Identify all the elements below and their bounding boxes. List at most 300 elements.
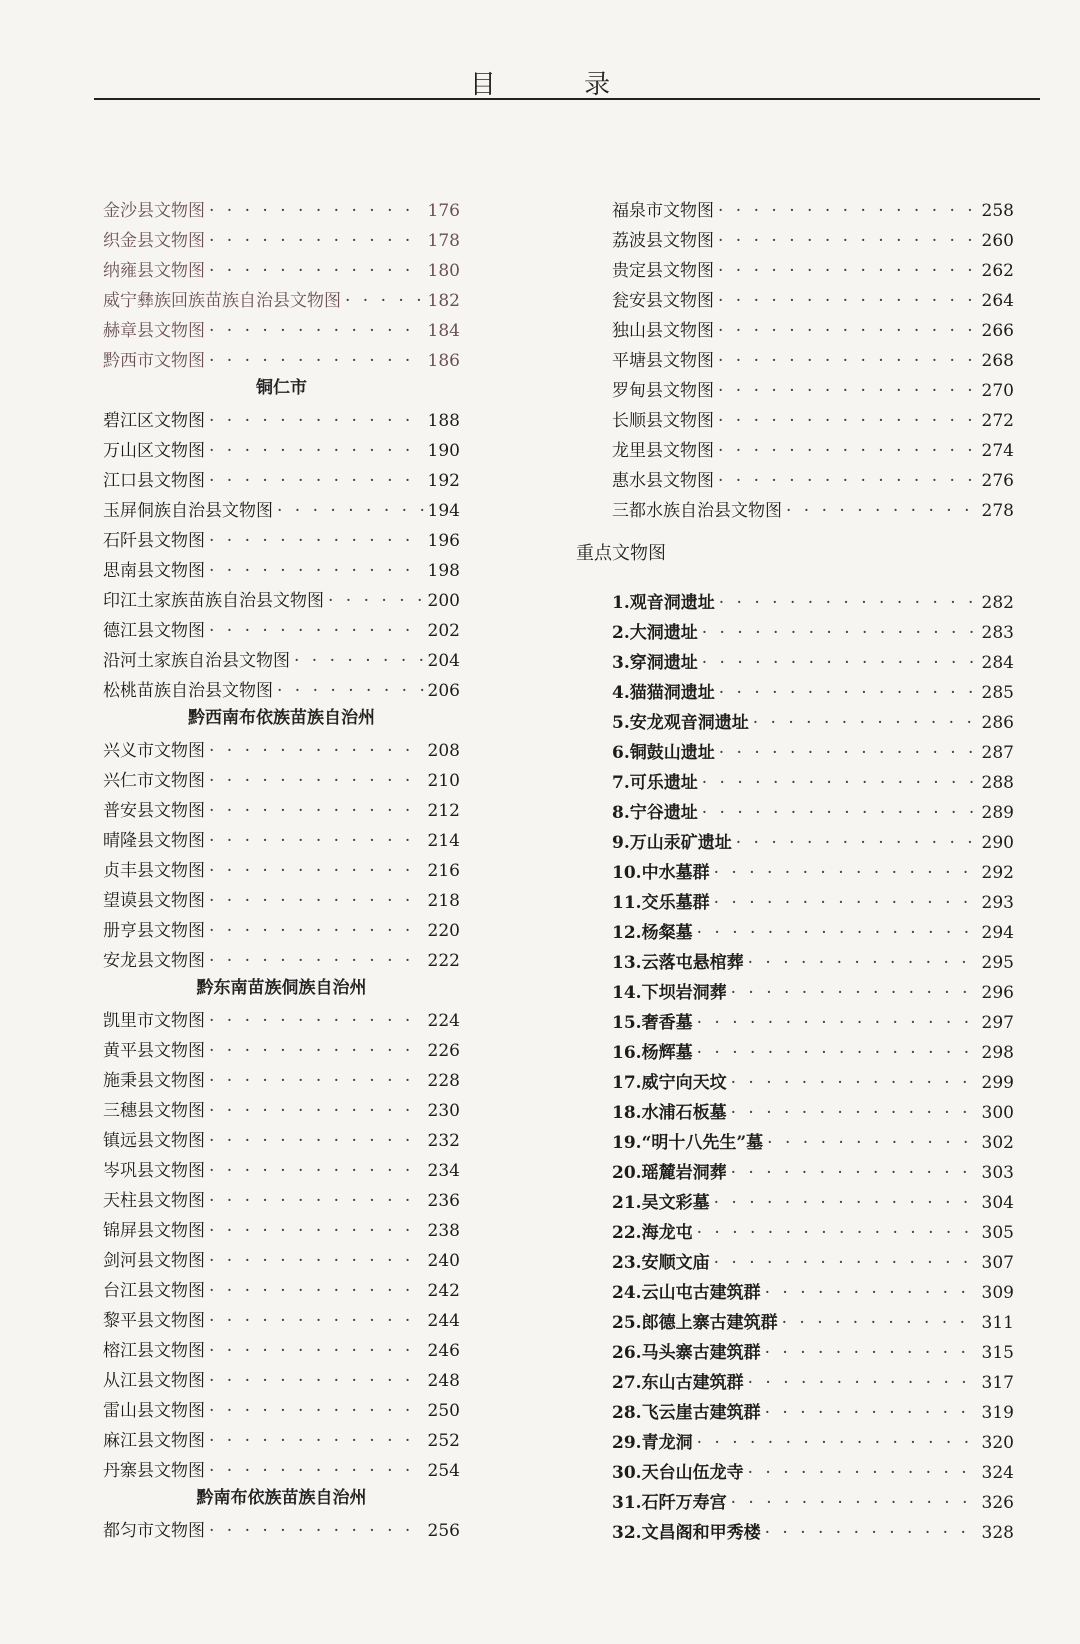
toc-entry-page: 218 [427, 891, 460, 911]
toc-entry-page: 196 [427, 531, 460, 551]
spacer [612, 526, 1014, 542]
dot-leader [748, 1373, 978, 1393]
toc-entry-page: 285 [981, 683, 1014, 703]
toc-entry-page: 309 [981, 1283, 1014, 1303]
toc-entry[interactable] [612, 376, 1014, 406]
toc-entry-title: 贵定县文物图 [612, 261, 714, 281]
toc-entry-page: 180 [427, 261, 460, 281]
toc-entry[interactable] [612, 1458, 1014, 1488]
toc-entry-page: 270 [981, 381, 1014, 401]
toc-entry[interactable] [612, 1248, 1014, 1278]
toc-entry[interactable] [612, 1158, 1014, 1188]
toc-entry[interactable] [612, 828, 1014, 858]
dot-leader [209, 1011, 424, 1031]
toc-entry-title: 赫章县文物图 [103, 321, 205, 341]
dot-leader [753, 713, 978, 733]
toc-entry-page: 317 [981, 1373, 1014, 1393]
toc-entry-title: 黔西市文物图 [103, 351, 205, 371]
toc-entry[interactable] [103, 796, 460, 826]
toc-entry-title: 长顺县文物图 [612, 411, 714, 431]
toc-entry[interactable] [103, 1426, 460, 1456]
toc-entry-page: 320 [981, 1433, 1014, 1453]
dot-leader [209, 741, 424, 761]
toc-entry[interactable] [612, 708, 1014, 738]
dot-leader [209, 1041, 424, 1061]
toc-entry[interactable] [103, 1066, 460, 1096]
toc-entry[interactable] [612, 1038, 1014, 1068]
toc-entry-page: 283 [981, 623, 1014, 643]
toc-entry-title: 17.威宁向天坟 [612, 1073, 727, 1093]
toc-entry-page: 319 [981, 1403, 1014, 1423]
toc-entry-title: 18.水浦石板墓 [612, 1103, 727, 1123]
toc-entry-title: 纳雍县文物图 [103, 261, 205, 281]
dot-leader [209, 621, 424, 641]
toc-entry[interactable] [612, 948, 1014, 978]
toc-entry-page: 272 [981, 411, 1014, 431]
toc-entry-title: 兴义市文物图 [103, 741, 205, 761]
dot-leader [697, 1043, 978, 1063]
dot-leader [702, 653, 978, 673]
toc-entry[interactable] [103, 616, 460, 646]
toc-entry-page: 286 [981, 713, 1014, 733]
dot-leader [731, 983, 978, 1003]
dot-leader [209, 1521, 424, 1541]
dot-leader [719, 593, 978, 613]
dot-leader [209, 831, 424, 851]
toc-entry-title: 龙里县文物图 [612, 441, 714, 461]
toc-entry-title: 28.飞云崖古建筑群 [612, 1403, 761, 1423]
toc-entry-page: 305 [981, 1223, 1014, 1243]
toc-entry[interactable] [103, 1516, 460, 1546]
dot-leader [718, 381, 978, 401]
toc-entry-page: 192 [427, 471, 460, 491]
toc-entry-page: 226 [427, 1041, 460, 1061]
toc-entry-title: 施秉县文物图 [103, 1071, 205, 1091]
toc-entry-title: 12.杨粲墓 [612, 923, 693, 943]
toc-entry[interactable] [103, 1216, 460, 1246]
toc-entry[interactable] [103, 1186, 460, 1216]
toc-entry[interactable] [103, 946, 460, 976]
dot-leader [718, 351, 978, 371]
toc-entry-title: 20.瑶麓岩洞葬 [612, 1163, 727, 1183]
toc-entry-page: 276 [981, 471, 1014, 491]
toc-entry-title: 丹寨县文物图 [103, 1461, 205, 1481]
dot-leader [782, 1313, 978, 1333]
toc-entry-page: 282 [981, 593, 1014, 613]
toc-entry[interactable] [612, 316, 1014, 346]
toc-entry-title: 天柱县文物图 [103, 1191, 205, 1211]
toc-entry[interactable] [612, 1068, 1014, 1098]
toc-entry[interactable] [103, 346, 460, 376]
toc-entry[interactable] [612, 1338, 1014, 1368]
toc-entry[interactable] [103, 766, 460, 796]
toc-entry-page: 303 [981, 1163, 1014, 1183]
toc-entry-title: 晴隆县文物图 [103, 831, 205, 851]
toc-entry-page: 220 [427, 921, 460, 941]
toc-entry-title: 29.青龙洞 [612, 1433, 693, 1453]
toc-entry-page: 292 [981, 863, 1014, 883]
toc-region-heading: 黔南布依族苗族自治州 [196, 1488, 367, 1508]
toc-entry[interactable] [103, 1336, 460, 1366]
dot-leader [714, 1193, 978, 1213]
toc-entry-title: 13.云落屯悬棺葬 [612, 953, 744, 973]
toc-entry-page: 302 [981, 1133, 1014, 1153]
toc-entry-title: 兴仁市文物图 [103, 771, 205, 791]
toc-entry[interactable] [103, 466, 460, 496]
toc-entry-page: 250 [427, 1401, 460, 1421]
toc-entry-title: 25.郎德上寨古建筑群 [612, 1313, 778, 1333]
toc-entry-page: 228 [427, 1071, 460, 1091]
toc-entry-title: 贞丰县文物图 [103, 861, 205, 881]
dot-leader [697, 1013, 978, 1033]
toc-entry-page: 264 [981, 291, 1014, 311]
dot-leader [209, 321, 424, 341]
dot-leader [209, 801, 424, 821]
toc-entry-title: 印江土家族苗族自治县文物图 [103, 591, 324, 611]
dot-leader [277, 501, 424, 521]
toc-entry-title: 16.杨辉墓 [612, 1043, 693, 1063]
toc-entry[interactable] [103, 1006, 460, 1036]
toc-entry-title: 安龙县文物图 [103, 951, 205, 971]
dot-leader [697, 1223, 978, 1243]
toc-entry-title: 三都水族自治县文物图 [612, 501, 782, 521]
dot-leader [765, 1343, 978, 1363]
dot-leader [765, 1283, 978, 1303]
toc-entry[interactable] [103, 1156, 460, 1186]
toc-entry-title: 惠水县文物图 [612, 471, 714, 491]
dot-leader [209, 1161, 424, 1181]
dot-leader [209, 951, 424, 971]
toc-entry-title: 松桃苗族自治县文物图 [103, 681, 273, 701]
toc-entry-title: 19.“明十八先生”墓 [612, 1133, 764, 1153]
toc-entry[interactable] [612, 858, 1014, 888]
toc-entry-title: 10.中水墓群 [612, 863, 710, 883]
toc-entry-title: 30.天台山伍龙寺 [612, 1463, 744, 1483]
toc-entry[interactable] [612, 798, 1014, 828]
toc-entry-title: 锦屏县文物图 [103, 1221, 205, 1241]
toc-entry[interactable] [103, 676, 460, 706]
toc-entry-page: 246 [427, 1341, 460, 1361]
dot-leader [714, 1253, 978, 1273]
toc-entry-page: 194 [427, 501, 460, 521]
toc-entry[interactable] [103, 1096, 460, 1126]
dot-leader [767, 1133, 977, 1153]
toc-left-column [103, 196, 460, 1546]
toc-entry-page: 198 [427, 561, 460, 581]
dot-leader [209, 1191, 424, 1211]
toc-entry[interactable] [103, 886, 460, 916]
toc-entry-title: 威宁彝族回族苗族自治县文物图 [103, 291, 341, 311]
toc-entry-page: 266 [981, 321, 1014, 341]
toc-entry[interactable] [612, 286, 1014, 316]
toc-entry[interactable] [103, 226, 460, 256]
toc-entry[interactable] [103, 1246, 460, 1276]
toc-entry-page: 210 [427, 771, 460, 791]
dot-leader [697, 923, 978, 943]
toc-entry-title: 思南县文物图 [103, 561, 205, 581]
toc-entry[interactable] [103, 736, 460, 766]
toc-entry-title: 碧江区文物图 [103, 411, 205, 431]
dot-leader [209, 1071, 424, 1091]
toc-entry[interactable] [612, 1368, 1014, 1398]
toc-entry[interactable] [612, 588, 1014, 618]
toc-entry-page: 295 [981, 953, 1014, 973]
toc-entry-page: 208 [427, 741, 460, 761]
toc-section-heading: 重点文物图 [576, 543, 666, 564]
toc-entry-page: 289 [981, 803, 1014, 823]
toc-entry-page: 242 [427, 1281, 460, 1301]
header-rule [94, 98, 1040, 100]
toc-entry-title: 21.吴文彩墓 [612, 1193, 710, 1213]
toc-entry[interactable] [103, 916, 460, 946]
dot-leader [209, 1221, 424, 1241]
dot-leader [209, 351, 424, 371]
toc-entry-title: 24.云山屯古建筑群 [612, 1283, 761, 1303]
dot-leader [731, 1163, 978, 1183]
dot-leader [786, 501, 978, 521]
toc-right-column [576, 196, 1014, 1548]
toc-entry-page: 222 [427, 951, 460, 971]
toc-entry-page: 258 [981, 201, 1014, 221]
toc-entry[interactable] [103, 1276, 460, 1306]
toc-entry-title: 黄平县文物图 [103, 1041, 205, 1061]
toc-entry-title: 31.石阡万寿宫 [612, 1493, 727, 1513]
toc-entry[interactable] [103, 586, 460, 616]
dot-leader [209, 1461, 424, 1481]
toc-entry-page: 326 [981, 1493, 1014, 1513]
toc-entry-page: 182 [427, 291, 460, 311]
toc-entry-page: 256 [427, 1521, 460, 1541]
toc-entry[interactable] [103, 1126, 460, 1156]
toc-entry-title: 石阡县文物图 [103, 531, 205, 551]
toc-entry[interactable] [103, 646, 460, 676]
toc-entry-title: 荔波县文物图 [612, 231, 714, 251]
toc-entry-title: 玉屏侗族自治县文物图 [103, 501, 273, 521]
toc-entry[interactable] [612, 678, 1014, 708]
toc-entry-title: 黎平县文物图 [103, 1311, 205, 1331]
toc-entry-title: 镇远县文物图 [103, 1131, 205, 1151]
toc-entry-title: 三穗县文物图 [103, 1101, 205, 1121]
dot-leader [697, 1433, 978, 1453]
dot-leader [209, 1101, 424, 1121]
toc-entry-page: 178 [427, 231, 460, 251]
toc-entry-page: 206 [427, 681, 460, 701]
toc-entry-title: 罗甸县文物图 [612, 381, 714, 401]
toc-entry-page: 224 [427, 1011, 460, 1031]
toc-entry-title: 都匀市文物图 [103, 1521, 205, 1541]
toc-entry-title: 8.宁谷遗址 [612, 803, 698, 823]
dot-leader [209, 411, 424, 431]
toc-entry[interactable] [612, 738, 1014, 768]
toc-entry-title: 6.铜鼓山遗址 [612, 743, 715, 763]
dot-leader [209, 1281, 424, 1301]
toc-entry-title: 7.可乐遗址 [612, 773, 698, 793]
dot-leader [731, 1103, 978, 1123]
toc-entry-page: 238 [427, 1221, 460, 1241]
toc-entry[interactable] [612, 1128, 1014, 1158]
dot-leader [748, 1463, 978, 1483]
toc-entry-title: 9.万山汞矿遗址 [612, 833, 732, 853]
toc-entry-title: 德江县文物图 [103, 621, 205, 641]
toc-entry-title: 册亨县文物图 [103, 921, 205, 941]
toc-entry-page: 184 [427, 321, 460, 341]
toc-entry-title: 3.穿洞遗址 [612, 653, 698, 673]
dot-leader [718, 201, 978, 221]
toc-entry[interactable] [103, 406, 460, 436]
toc-entry-page: 202 [427, 621, 460, 641]
toc-entry[interactable] [612, 918, 1014, 948]
toc-entry-page: 290 [981, 833, 1014, 853]
dot-leader [209, 1311, 424, 1331]
toc-entry[interactable] [103, 196, 460, 226]
toc-entry[interactable] [612, 436, 1014, 466]
toc-entry-title: 沿河土家族自治县文物图 [103, 651, 290, 671]
toc-entry[interactable] [612, 1428, 1014, 1458]
toc-entry[interactable] [612, 618, 1014, 648]
toc-entry[interactable] [103, 856, 460, 886]
toc-entry[interactable] [612, 978, 1014, 1008]
toc-entry-page: 328 [981, 1523, 1014, 1543]
dot-leader [718, 291, 978, 311]
toc-region-heading: 黔东南苗族侗族自治州 [196, 978, 367, 998]
dot-leader [277, 681, 424, 701]
dot-leader [702, 773, 978, 793]
toc-entry[interactable] [103, 496, 460, 526]
toc-entry[interactable] [612, 466, 1014, 496]
toc-entry-title: 福泉市文物图 [612, 201, 714, 221]
dot-leader [209, 441, 424, 461]
toc-entry[interactable] [612, 346, 1014, 376]
toc-entry[interactable] [103, 436, 460, 466]
toc-entry-title: 从江县文物图 [103, 1371, 205, 1391]
toc-entry[interactable] [612, 1278, 1014, 1308]
toc-entry-page: 244 [427, 1311, 460, 1331]
toc-entry[interactable] [103, 526, 460, 556]
toc-entry[interactable] [103, 1036, 460, 1066]
toc-entry[interactable] [612, 496, 1014, 526]
toc-entry-title: 台江县文物图 [103, 1281, 205, 1301]
dot-leader [718, 441, 978, 461]
toc-entry-page: 262 [981, 261, 1014, 281]
dot-leader [209, 261, 424, 281]
spacer [612, 572, 1014, 588]
toc-entry-title: 26.马头寨古建筑群 [612, 1343, 761, 1363]
toc-entry-title: 11.交乐墓群 [612, 893, 710, 913]
toc-entry[interactable] [103, 1456, 460, 1486]
toc-entry-page: 297 [981, 1013, 1014, 1033]
toc-entry-page: 254 [427, 1461, 460, 1481]
toc-entry-page: 288 [981, 773, 1014, 793]
dot-leader [718, 321, 978, 341]
toc-entry[interactable] [612, 1188, 1014, 1218]
toc-entry[interactable] [103, 1306, 460, 1336]
toc-entry-page: 304 [981, 1193, 1014, 1213]
toc-entry[interactable] [103, 1366, 460, 1396]
toc-entry-page: 324 [981, 1463, 1014, 1483]
dot-leader [718, 411, 978, 431]
dot-leader [718, 471, 978, 491]
toc-entry[interactable] [103, 286, 460, 316]
toc-entry-page: 296 [981, 983, 1014, 1003]
toc-entry[interactable] [103, 256, 460, 286]
toc-entry[interactable] [612, 196, 1014, 226]
toc-entry[interactable] [612, 768, 1014, 798]
toc-entry-title: 22.海龙屯 [612, 1223, 693, 1243]
toc-entry-page: 214 [427, 831, 460, 851]
dot-leader [719, 683, 978, 703]
toc-entry[interactable] [103, 1396, 460, 1426]
toc-entry-page: 234 [427, 1161, 460, 1181]
toc-entry[interactable] [612, 1008, 1014, 1038]
toc-entry-page: 186 [427, 351, 460, 371]
toc-entry[interactable] [612, 226, 1014, 256]
toc-entry[interactable] [612, 1518, 1014, 1548]
dot-leader [209, 861, 424, 881]
dot-leader [294, 651, 424, 671]
page-title: 目 录 [469, 70, 651, 100]
dot-leader [209, 1401, 424, 1421]
toc-entry[interactable] [103, 316, 460, 346]
toc-entry-page: 294 [981, 923, 1014, 943]
dot-leader [209, 1431, 424, 1451]
toc-entry-title: 4.猫猫洞遗址 [612, 683, 715, 703]
toc-entry-title: 凯里市文物图 [103, 1011, 205, 1031]
toc-region-heading: 铜仁市 [256, 378, 307, 398]
toc-entry[interactable] [612, 1098, 1014, 1128]
toc-entry-title: 江口县文物图 [103, 471, 205, 491]
toc-entry-page: 236 [427, 1191, 460, 1211]
toc-entry[interactable] [612, 1488, 1014, 1518]
toc-entry-title: 雷山县文物图 [103, 1401, 205, 1421]
toc-entry[interactable] [103, 556, 460, 586]
dot-leader [209, 201, 424, 221]
toc-entry-title: 万山区文物图 [103, 441, 205, 461]
toc-entry-title: 15.奢香墓 [612, 1013, 693, 1033]
toc-entry-page: 248 [427, 1371, 460, 1391]
toc-entry-page: 176 [427, 201, 460, 221]
toc-entry-page: 274 [981, 441, 1014, 461]
toc-entry[interactable] [612, 1398, 1014, 1428]
dot-leader [209, 771, 424, 791]
dot-leader [719, 743, 978, 763]
toc-entry-title: 榕江县文物图 [103, 1341, 205, 1361]
dot-leader [209, 561, 424, 581]
toc-entry-title: 1.观音洞遗址 [612, 593, 715, 613]
toc-entry-page: 200 [427, 591, 460, 611]
toc-entry-page: 252 [427, 1431, 460, 1451]
toc-entry-page: 216 [427, 861, 460, 881]
dot-leader [765, 1403, 978, 1423]
toc-entry-title: 2.大洞遗址 [612, 623, 698, 643]
toc-entry[interactable] [103, 826, 460, 856]
toc-entry-title: 望谟县文物图 [103, 891, 205, 911]
toc-entry[interactable] [612, 888, 1014, 918]
toc-entry[interactable] [612, 1308, 1014, 1338]
dot-leader [718, 261, 978, 281]
toc-entry-title: 5.安龙观音洞遗址 [612, 713, 749, 733]
dot-leader [209, 1371, 424, 1391]
toc-entry-title: 独山县文物图 [612, 321, 714, 341]
toc-entry-page: 212 [427, 801, 460, 821]
toc-entry[interactable] [612, 256, 1014, 286]
toc-entry-page: 190 [427, 441, 460, 461]
toc-entry[interactable] [612, 406, 1014, 436]
toc-entry[interactable] [612, 1218, 1014, 1248]
toc-entry-page: 284 [981, 653, 1014, 673]
toc-entry-page: 260 [981, 231, 1014, 251]
dot-leader [209, 531, 424, 551]
toc-entry[interactable] [612, 648, 1014, 678]
